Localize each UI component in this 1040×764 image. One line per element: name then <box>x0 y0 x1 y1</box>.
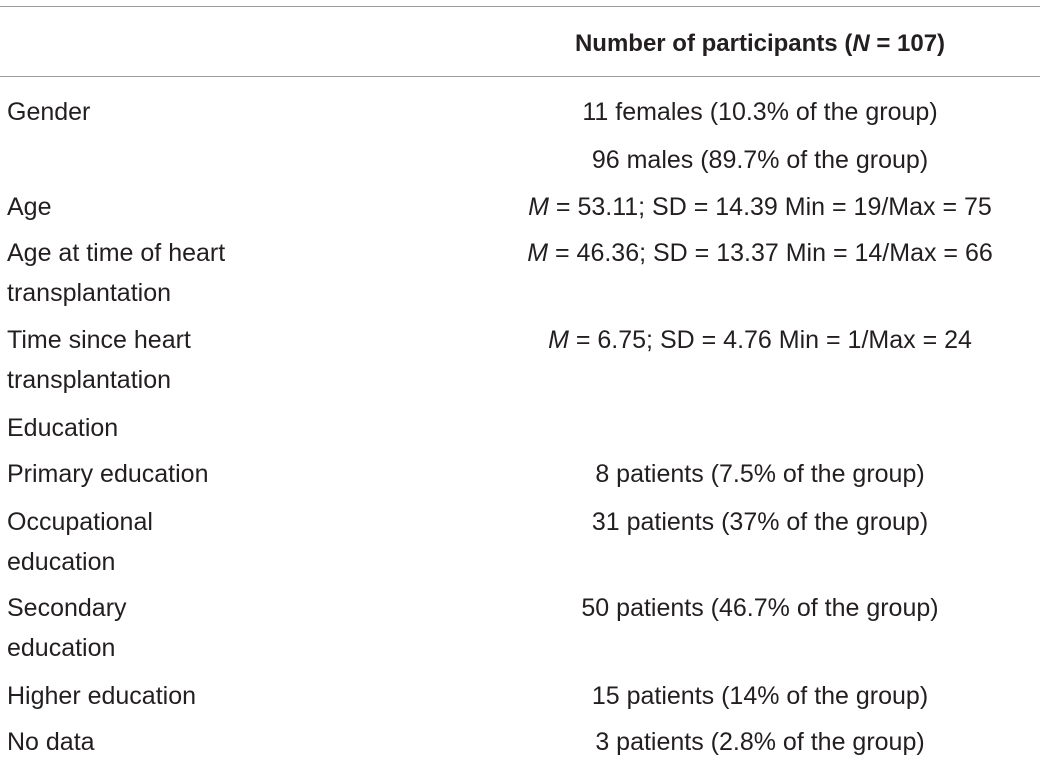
row-value: 31 patients (37% of the group) <box>591 508 929 536</box>
table-row-higher-education <box>0 676 1040 716</box>
row-value: 50 patients (46.7% of the group) <box>581 594 939 622</box>
row-label: Primary education <box>7 460 209 488</box>
row-label <box>7 320 337 400</box>
row-value <box>480 187 1040 227</box>
row-label-line: Time since heart <box>7 326 191 354</box>
row-label-line: education <box>7 634 116 662</box>
stat-text: = 53.11; SD = 14.39 Min = 19/Max = 75 <box>548 193 992 221</box>
row-value <box>480 233 1040 273</box>
table-row-secondary-education <box>0 588 1040 668</box>
row-label-line: education <box>7 548 116 576</box>
table-row-occupational-education <box>0 502 1040 582</box>
table-row-education <box>0 408 1040 448</box>
header-suffix: = 107) <box>869 30 946 57</box>
table-row-age-at-transplantation <box>0 233 1040 313</box>
table-row-primary-education <box>0 454 1040 494</box>
table-row-no-data <box>0 722 1040 762</box>
row-label: No data <box>7 728 95 756</box>
row-value-males: 96 males (89.7% of the group) <box>591 146 929 174</box>
header-n-symbol: N <box>852 30 870 57</box>
row-value: 15 patients (14% of the group) <box>591 682 929 710</box>
row-label <box>7 588 337 668</box>
row-value <box>480 320 1040 360</box>
row-label-line: transplantation <box>7 366 172 394</box>
header-prefix: Number of participants ( <box>574 30 853 57</box>
row-label: Age <box>7 193 52 221</box>
stat-symbol: M <box>548 326 569 354</box>
stat-symbol: M <box>527 239 549 267</box>
row-label: Gender <box>7 98 91 126</box>
stat-symbol: M <box>528 193 549 221</box>
row-label: Education <box>7 414 119 442</box>
row-value: 8 patients (7.5% of the group) <box>595 460 925 488</box>
table-top-rule <box>0 6 1040 7</box>
column-header-participants <box>480 26 1040 62</box>
row-value-females: 11 females (10.3% of the group) <box>582 98 938 126</box>
table-row-age <box>0 187 1040 227</box>
row-label-line: Secondary <box>7 594 127 622</box>
table-row-gender <box>0 92 1040 182</box>
stat-text: = 6.75; SD = 4.76 Min = 1/Max = 24 <box>568 326 972 354</box>
row-value: 3 patients (2.8% of the group) <box>595 728 925 756</box>
row-label-line: transplantation <box>7 279 172 307</box>
table-header-rule <box>0 76 1040 77</box>
row-label-line: Age at time of heart <box>7 239 226 267</box>
table-row-time-since-transplantation <box>0 320 1040 400</box>
row-label <box>7 502 337 582</box>
row-label <box>7 233 337 313</box>
row-label-line: Occupational <box>7 508 153 536</box>
stat-text: = 46.36; SD = 13.37 Min = 14/Max = 66 <box>548 239 993 267</box>
row-label: Higher education <box>7 682 197 710</box>
